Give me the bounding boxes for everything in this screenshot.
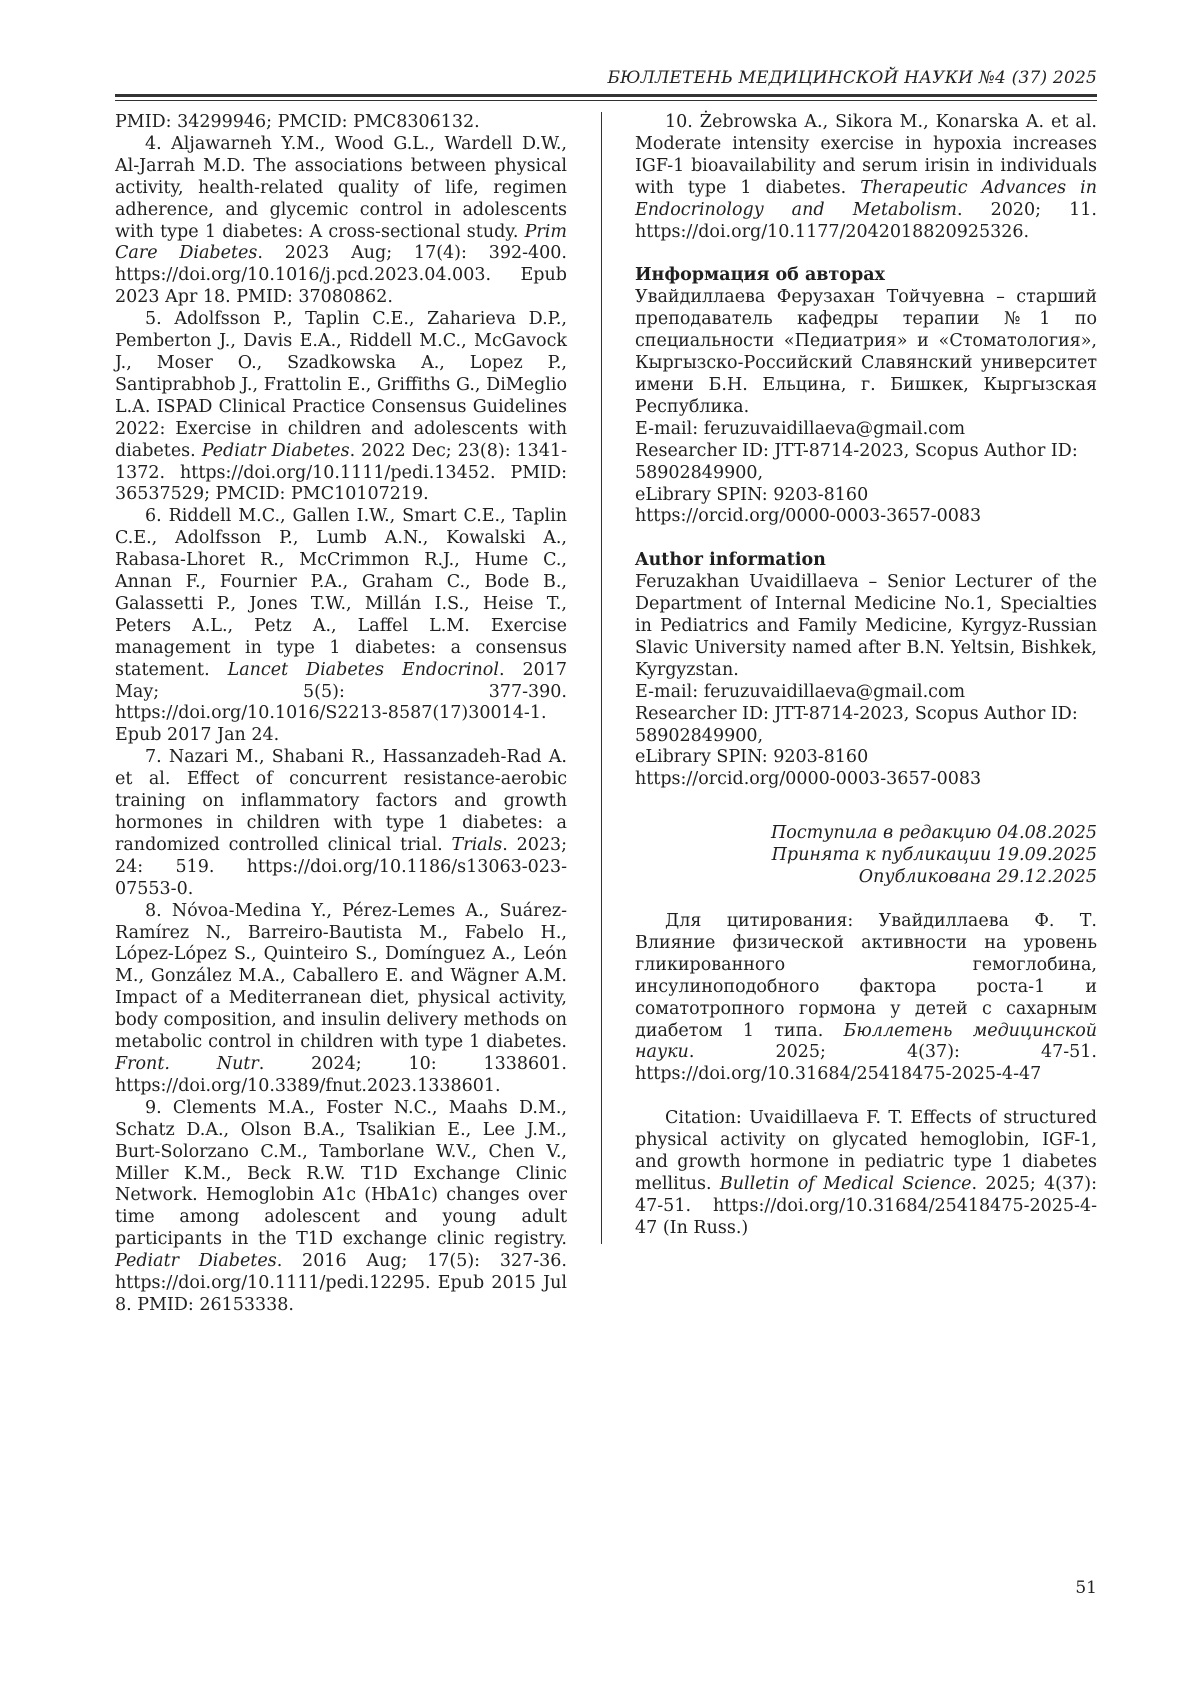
header-rule-thin [115,100,1097,101]
author-email-ru: E-mail: feruzuvaidillaeva@gmail.com [635,418,966,439]
date-published: Опубликована 29.12.2025 [858,867,1097,888]
publication-dates [635,823,1097,889]
reference-8: 8. Nóvoa-Medina Y., Pérez-Lemes A., Suárez-Ramírez N., Barreiro-Bautista M., Fabelo H., López-López S., Quinteiro S., Domínguez A., León M., González M.A., Caballero E. and Wägner A.M. Impact of a Mediterranean diet, physical activity, body composition, and insulin delivery methods on metabolic control in children with type 1 diabetes. Front. Nutr. 2024; 10: 1338601. https://doi.org/10.3389/fnut.2023.1338601. [115,900,567,1096]
author-elibrary-en: eLibrary SPIN: 9203-8160 [635,747,869,768]
author-researcher-id-ru: Researcher ID: JTT-8714-2023, Scopus Author ID: 58902849900, [635,440,1078,483]
author-info-ru [635,265,1097,528]
reference-9-journal: Pediatr Diabetes [115,1251,277,1272]
header-rule-thick [115,94,1097,97]
right-column [635,112,1097,1240]
citation-ru: Для цитирования: Увайдиллаева Ф. Т. Влияние физической активности на уровень гликированного гемоглобина, инсулиноподобного фактора роста-1 и соматотропного гормона у детей с сахарным диабетом 1 типа. Бюллетень медицинской науки. 2025; 4(37): 47-51. https://doi.org/10.31684/25418475-2025-4-47 [635,911,1098,1085]
author-bio-en: Feruzakhan Uvaidillaeva – Senior Lecturer of the Department of Internal Medicine No.1, Specialties in Pediatrics and Family Medicine, Kyrgyz-Russian Slavic University named after B.N. Yeltsin, Bishkek, Kyrgyzstan. [635,572,1097,680]
reference-5-journal: Pediatr Diabetes [201,440,350,461]
left-column [115,112,567,1317]
citation-ru-journal: Бюллетень медицинской науки [635,1020,1098,1063]
reference-carry-over: PMID: 34299946; PMCID: PMC8306132. [115,112,480,132]
citation-en-journal: Bulletin of Medical Science [719,1173,972,1194]
page-number: 51 [1075,1578,1097,1598]
column-divider [601,112,602,1244]
reference-9: 9. Clements M.A., Foster N.C., Maahs D.M., Schatz D.A., Olson B.A., Tsalikian E., Lee J.M., Burt-Solorzano C.M., Tamborlane W.V., Chen V., Miller K.M., Beck R.W. T1D Exchange Clinic Network. Hemoglobin A1c (HbA1c) changes over time among adolescent and young adult participants in the T1D exchange clinic registry. Pediatr Diabetes. 2016 Aug; 17(5): 327-36. https://doi.org/10.1111/pedi.12295. Epub 2015 Jul 8. PMID: 26153338. [115,1097,567,1315]
reference-6: 6. Riddell M.C., Gallen I.W., Smart C.E., Taplin C.E., Adolfsson P., Lumb A.N., Kowalski A., Rabasa-Lhoret R., McCrimmon R.J., Hume C., Annan F., Fournier P.A., Graham C., Bode B., Galassetti P., Jones T.W., Millán I.S., Heise T., Peters A.L., Petz A., Laffel L.M. Exercise management in type 1 diabetes: a consensus statement. Lancet Diabetes Endocrinol. 2017 May; 5(5): 377-390. https://doi.org/10.1016/S2213-8587(17)30014-1. Epub 2017 Jan 24. [115,506,567,746]
date-accepted: Принята к публикации 19.09.2025 [771,845,1097,866]
author-info-en-heading: Author information [635,550,826,571]
reference-5: 5. Adolfsson P., Taplin C.E., Zaharieva D.P., Pemberton J., Davis E.A., Riddell M.C., McGavock J., Moser O., Szadkowska A., Lopez P., Santiprabhob J., Frattolin E., Griffiths G., DiMeglio L.A. ISPAD Clinical Practice Consensus Guidelines 2022: Exercise in children and adolescents with diabetes. Pediatr Diabetes. 2022 Dec; 23(8): 1341-1372. https://doi.org/10.1111/pedi.13452. PMID: 36537529; PMCID: PMC10107219. [115,309,567,505]
author-info-ru-heading: Информация об авторах [635,265,885,286]
author-orcid-en: https://orcid.org/0000-0003-3657-0083 [635,769,982,790]
reference-10: 10. Żebrowska A., Sikora M., Konarska A. et al. Moderate intensity exercise in hypoxia increases IGF-1 bioavailability and serum irisin in individuals with type 1 diabetes. Therapeutic Advances in Endocrinology and Metabolism. 2020; 11. https://doi.org/10.1177/2042018820925326. [635,112,1098,242]
author-researcher-id-en: Researcher ID: JTT-8714-2023, Scopus Author ID: 58902849900, [635,703,1078,746]
reference-8-journal: Front. Nutr [115,1053,259,1074]
author-bio-ru: Увайдиллаева Ферузахан Тойчуевна – старший преподаватель кафедры терапии №1 по специальности «Педиатрия» и «Стоматология», Кыргызско-Российский Славянский университет имени Б.Н. Ельцина, г. Бишкек, Кыргызская Республика. [635,287,1097,417]
citation-en: Citation: Uvaidillaeva F. T. Effects of structured physical activity on glycated hemoglobin, IGF-1, and growth hormone in pediatric type 1 diabetes mellitus. Bulletin of Medical Science. 2025; 4(37): 47-51. https://doi.org/10.31684/25418475-2025-4-47 (In Russ.) [635,1108,1097,1238]
author-elibrary-ru: eLibrary SPIN: 9203-8160 [635,484,869,505]
reference-10-journal: Therapeutic Advances in Endocrinology and Metabolism [635,177,1098,220]
author-info-en [635,550,1097,791]
reference-7: 7. Nazari M., Shabani R., Hassanzadeh-Rad A. et al. Effect of concurrent resistance-aerobic training on inflammatory factors and growth hormones in children with type 1 diabetes: a randomized controlled clinical trial. Trials. 2023; 24: 519. https://doi.org/10.1186/s13063-023-07553-0. [115,747,567,899]
author-orcid-ru: https://orcid.org/0000-0003-3657-0083 [635,506,982,527]
reference-7-journal: Trials [451,834,503,855]
reference-4: 4. Aljawarneh Y.M., Wood G.L., Wardell D.W., Al-Jarrah M.D. The associations between physical activity, health-related quality of life, regimen adherence, and glycemic control in adolescents with type 1 diabetes: A cross-sectional study. Prim Care Diabetes. 2023 Aug; 17(4): 392-400. https://doi.org/10.1016/j.pcd.2023.04.003. Epub 2023 Apr 18. PMID: 37080862. [115,133,567,308]
journal-running-header: БЮЛЛЕТЕНЬ МЕДИЦИНСКОЙ НАУКИ №4 (37) 2025 [607,68,1097,88]
date-received: Поступила в редакцию 04.08.2025 [771,823,1097,844]
author-email-en: E-mail: feruzuvaidillaeva@gmail.com [635,681,966,702]
reference-6-journal: Lancet Diabetes Endocrinol [227,659,499,680]
reference-4-journal: Prim Care Diabetes [115,221,567,264]
